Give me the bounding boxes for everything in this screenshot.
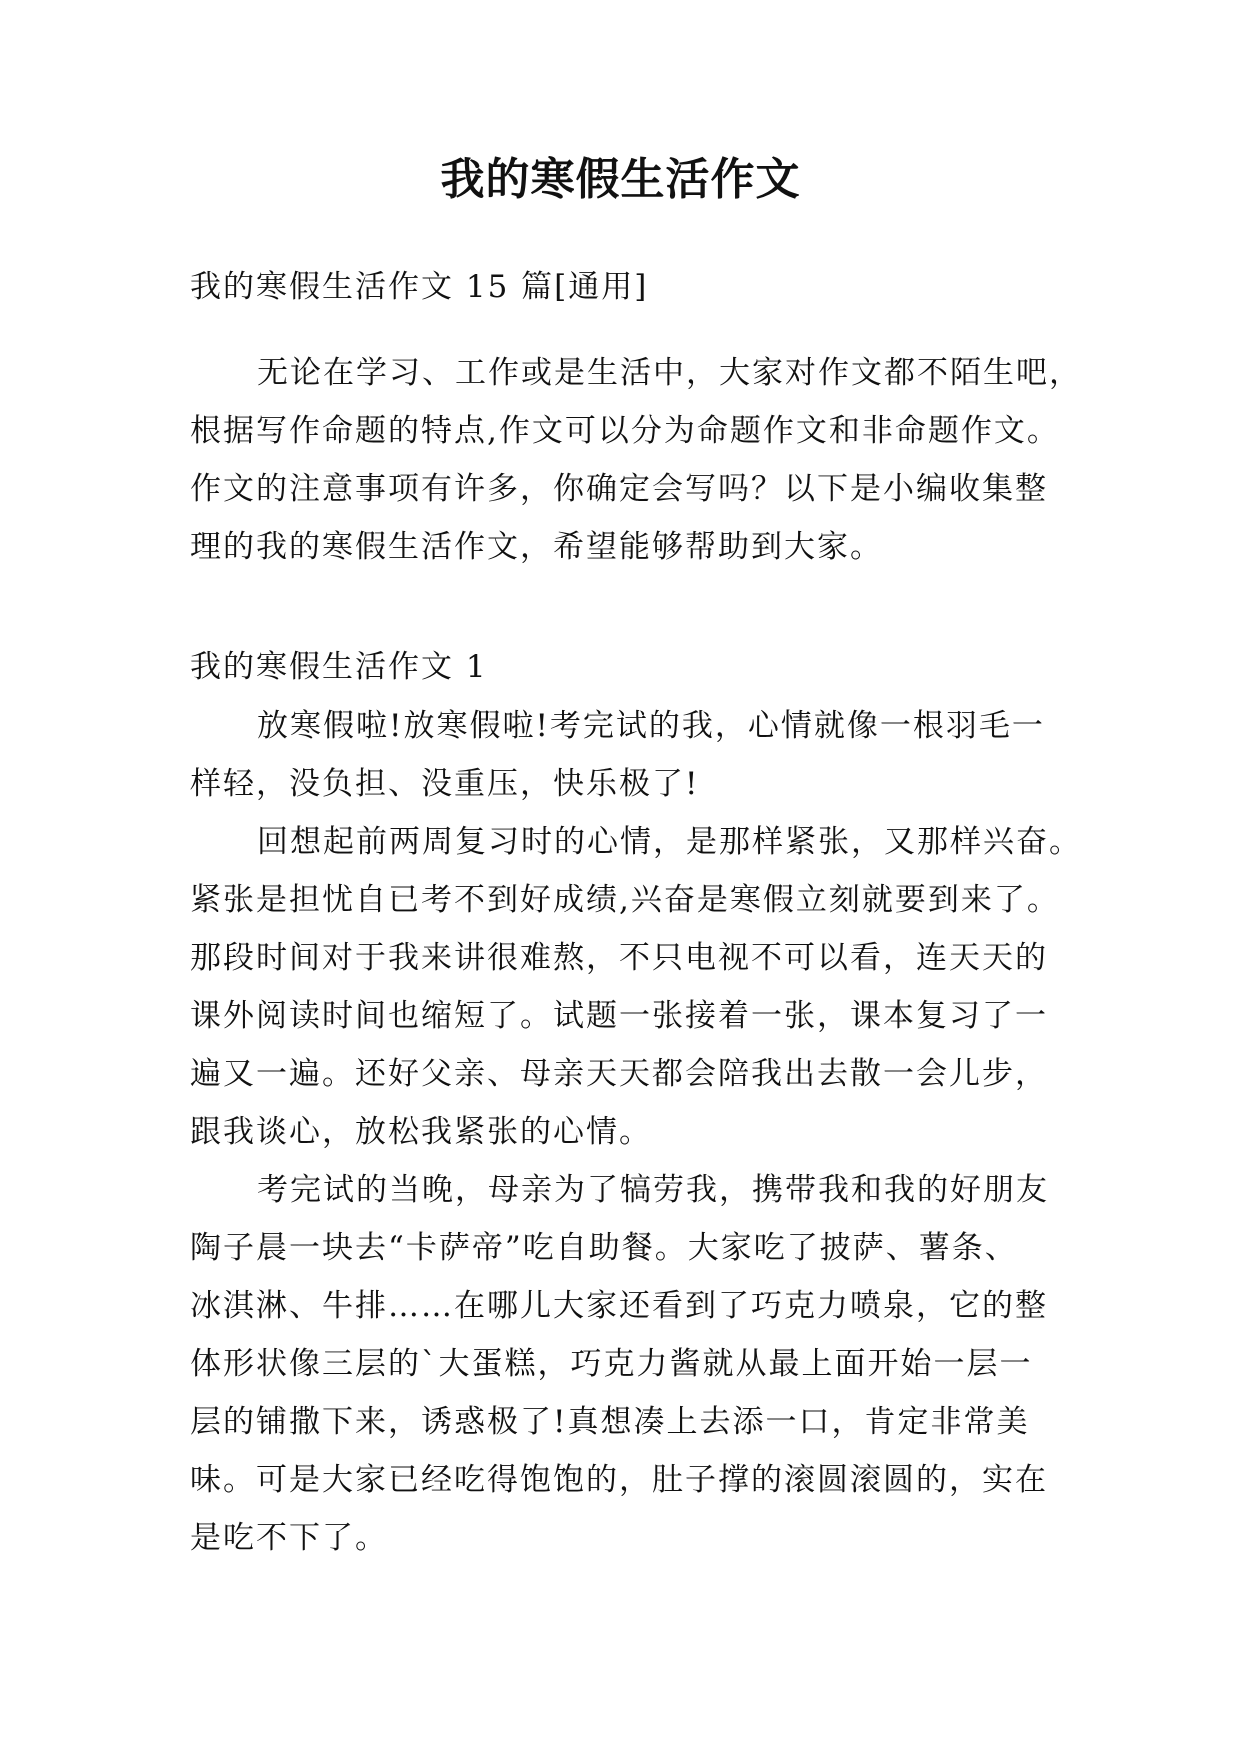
document-title: 我的寒假生活作文 [440,154,801,205]
intro-line: 根据写作命题的特点,作文可以分为命题作文和非命题作文。 [190,413,1060,449]
paragraph-line: 考完试的当晚，母亲为了犒劳我，携带我和我的好朋友 [257,1172,1049,1208]
paragraph-line: 陶子晨一块去“卡萨帝”吃自助餐。大家吃了披萨、薯条、 [190,1230,1018,1266]
paragraph-line: 体形状像三层的`大蛋糕，巧克力酱就从最上面开始一层一 [190,1346,1033,1382]
essay-heading-line: 我的寒假生活作文 1 [190,649,488,685]
essay-paragraph-2 [190,813,1082,1161]
paragraph-line: 遍又一遍。还好父亲、母亲天天都会陪我出去散一会儿步， [190,1056,1048,1092]
paragraph-line: 样轻，没负担、没重压，快乐极了! [190,766,700,802]
intro-paragraph [190,344,1082,576]
paragraph-line: 放寒假啦!放寒假啦!考完试的我，心情就像一根羽毛一 [257,708,1045,744]
paragraph-line: 回想起前两周复习时的心情，是那样紧张，又那样兴奋。 [257,824,1082,860]
essay-paragraph-1 [190,697,1070,813]
paragraph-line: 味。可是大家已经吃得饱饱的，肚子撑的滚圆滚圆的，实在 [190,1462,1048,1498]
essay-paragraph-3 [190,1161,1070,1567]
document-subtitle [190,258,1070,316]
essay-heading [190,638,1070,696]
subtitle-line: 我的寒假生活作文 15 篇[通用] [190,269,649,305]
intro-line: 理的我的寒假生活作文，希望能够帮助到大家。 [190,529,883,565]
intro-line: 作文的注意事项有许多，你确定会写吗？以下是小编收集整 [190,471,1048,507]
paragraph-line: 课外阅读时间也缩短了。试题一张接着一张，课本复习了一 [190,998,1048,1034]
paragraph-line: 跟我谈心，放松我紧张的心情。 [190,1114,652,1150]
paragraph-line: 冰淇淋、牛排……在哪儿大家还看到了巧克力喷泉，它的整 [190,1288,1048,1324]
paragraph-line: 层的铺撒下来，诱惑极了!真想凑上去添一口，肯定非常美 [190,1404,1030,1440]
paragraph-line: 是吃不下了。 [190,1520,388,1556]
paragraph-line: 那段时间对于我来讲很难熬，不只电视不可以看，连天天的 [190,940,1048,976]
paragraph-line: 紧张是担忧自已考不到好成绩,兴奋是寒假立刻就要到来了。 [190,882,1060,918]
intro-line: 无论在学习、工作或是生活中，大家对作文都不陌生吧， [257,355,1082,391]
